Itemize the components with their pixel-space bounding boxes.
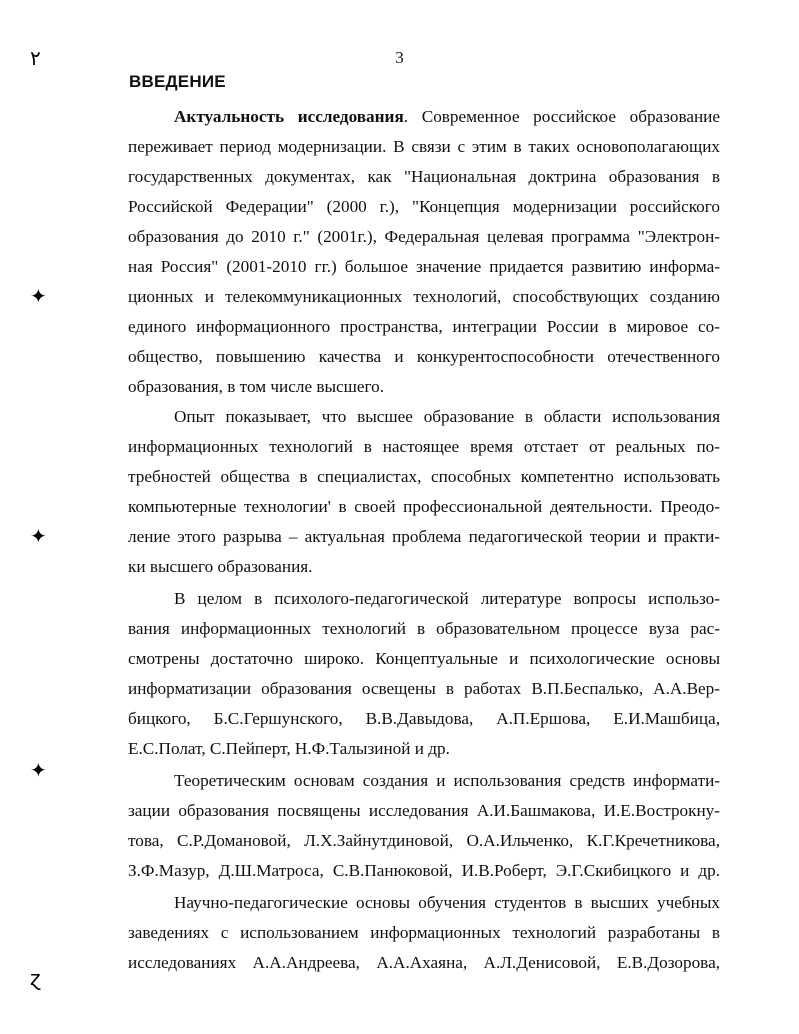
paragraph-4-line-1: Теоретическим основам создания и использования средств информати-: [174, 771, 720, 790]
paragraph-1-line-9: общество, повышению качества и конкурентоспособности отечественного: [128, 347, 720, 366]
paragraph-3-line-3: смотрены достаточно широко. Концептуальные и психологические основы: [128, 649, 720, 668]
paragraph-5-line-2: заведениях с использованием информационных технологий разработаны в: [128, 923, 720, 942]
section-heading: ВВЕДЕНИЕ: [129, 72, 226, 91]
paragraph-1-line-1: [174, 106, 720, 128]
paragraph-2-line-3: требностей общества в специалистах, способных компетентно использовать: [128, 467, 720, 486]
paragraph-1-line-6: ная Россия" (2001-2010 гг.) большое значение придается развитию информа-: [128, 257, 720, 276]
paragraph-4-line-3: това, С.Р.Домановой, Л.Х.Зайнутдиновой, О.А.Ильченко, К.Г.Кречетникова,: [128, 831, 720, 850]
paragraph-1-lead: Актуальность исследования: [174, 107, 404, 126]
paragraph-5-line-3: исследованиях А.А.Андреева, А.А.Ахаяна, А.Л.Денисовой, Е.В.Дозорова,: [128, 953, 720, 972]
paragraph-2-line-2: информационных технологий в настоящее время отстает от реальных по-: [128, 437, 720, 456]
paragraph-1-line-4: Российской Федерации" (2000 г.), "Концепция модернизации российского: [128, 197, 720, 216]
paragraph-3-line-5: бицкого, Б.С.Гершунского, В.В.Давыдова, А.П.Ершова, Е.И.Машбица,: [128, 709, 720, 728]
paragraph-2-line-1: Опыт показывает, что высшее образование в области использования: [174, 407, 720, 426]
paragraph-3-line-6: Е.С.Полат, С.Пейперт, Н.Ф.Талызиной и др.: [128, 739, 450, 758]
margin-mark: ✦: [30, 758, 47, 782]
paragraph-4-line-4: З.Ф.Мазур, Д.Ш.Матроса, С.В.Панюковой, И.В.Роберт, Э.Г.Скибицкого и др.: [128, 861, 720, 880]
paragraph-2-line-5: ление этого разрыва – актуальная проблема педагогической теории и практи-: [128, 527, 720, 546]
margin-mark: ✦: [30, 524, 47, 548]
paragraph-3-line-1: В целом в психолого-педагогической литературе вопросы использо-: [174, 589, 720, 608]
page-number: 3: [395, 48, 404, 67]
paragraph-3-line-2: вания информационных технологий в образовательном процессе вуза рас-: [128, 619, 720, 638]
paragraph-1-line-5: образования до 2010 г." (2001г.), Федеральная целевая программа "Электрон-: [128, 227, 720, 246]
paragraph-2-line-4: компьютерные технологии' в своей профессиональной деятельности. Преодо-: [128, 497, 720, 516]
paragraph-1-line-3: государственных документах, как "Национальная доктрина образования в: [128, 167, 720, 186]
paragraph-4-line-2: зации образования посвящены исследования А.И.Башмакова, И.Е.Вострокну-: [128, 801, 720, 820]
paragraph-1-line-8: единого информационного пространства, интеграции России в мировое со-: [128, 317, 720, 336]
paragraph-2-line-6: ки высшего образования.: [128, 557, 313, 576]
paragraph-1-line-1-text: . Современное российское образование: [403, 107, 721, 126]
margin-mark: ✦: [30, 284, 47, 308]
margin-mark: ۲: [30, 46, 41, 70]
paragraph-1-line-10: образования, в том числе высшего.: [128, 377, 385, 396]
paragraph-5-line-1: Научно-педагогические основы обучения студентов в высших учебных: [174, 893, 720, 912]
paragraph-1-line-2: переживает период модернизации. В связи с этим в таких основополагающих: [128, 137, 720, 156]
paragraph-1-line-7: ционных и телекоммуникационных технологий, способствующих созданию: [128, 287, 720, 306]
paragraph-3-line-4: информатизации образования освещены в работах В.П.Беспалько, А.А.Вер-: [128, 679, 720, 698]
margin-mark: ɀ: [30, 966, 41, 990]
